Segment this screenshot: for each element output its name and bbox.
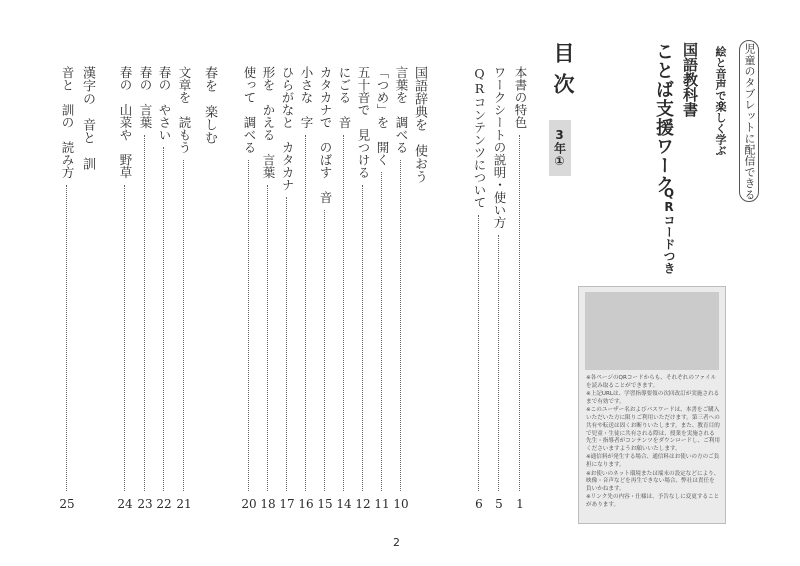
toc-page-number: 24 [117,497,133,511]
qr-notes [586,375,720,511]
toc-leader-dots [163,147,164,491]
toc-entry [373,66,391,511]
toc-leader-dots [324,210,325,491]
toc-leader-dots [286,197,287,491]
toc-page-number: 11 [374,497,390,511]
toc-entry-title: ひらがなと カタカナ [280,66,295,191]
toc-entry-title: 文章を 読もう [177,66,192,154]
tablet-delivery-tag: 児童のタブレットに配信できる [739,40,759,202]
toc-entry-title: 本書の特色 [513,66,528,129]
toc-page-number: 16 [298,497,314,511]
toc-entry [259,66,277,511]
toc-section [410,66,428,511]
toc-entry-title: 春の 山菜や 野草 [118,66,133,179]
toc-entry-title: 言葉を 調べる [394,66,409,154]
toc-entry [155,66,173,511]
toc-entry [511,66,529,511]
book-title-line2: ことば支援ワーク [653,42,674,194]
qr-code-image [585,292,719,370]
qr-note: ※お使いのネット環境または端末の設定などにより、映像・音声などを再生できない場合、弊社は責任を負いかねます。 [586,470,720,493]
page-number: 2 [393,536,400,549]
toc-entry-title: 使って 調べる [242,66,257,154]
toc-leader-dots [478,215,479,491]
toc-entry-title: 音と 訓の 読み方 [60,66,75,179]
toc-entry [335,66,353,511]
toc-entry-title: QRコンテンツについて [472,66,487,209]
toc-page-number: 1 [516,497,524,511]
toc-section [78,66,96,511]
qr-note: ※各ページのQRコードからも、それぞれのファイルを読み取ることができます。 [586,375,717,389]
toc-leader-dots [400,160,401,491]
qr-note: ※上記URLは、学習指導要領の次回改訂が実施されるまで有効です。 [586,391,720,405]
toc-entry-title: にごる 音 [337,66,352,129]
toc-leader-dots [183,160,184,491]
toc-entry-title: 国語辞典を 使おう [412,66,427,183]
book-title-line3: QRコードつき [662,186,676,274]
toc-entry [470,66,488,511]
toc-entry-title: 漢字の 音と 訓 [80,66,95,170]
toc-page-number: 12 [355,497,371,511]
toc-heading: 目次 [551,42,576,104]
toc-page-number: 20 [241,497,257,511]
qr-note: ※リンク先の内容・仕様は、予告なしに変更することがあります。 [586,494,720,509]
toc-entry [116,66,134,511]
toc-leader-dots [362,185,363,491]
book-title-line1: 国語教科書 [681,42,699,117]
toc-entry [297,66,315,511]
toc-page-number: 10 [393,497,409,511]
qr-info-box [578,286,726,524]
toc-entry-title: 「つめ」を 開く [375,66,390,166]
toc-leader-dots [124,185,125,491]
toc-page-number: 18 [260,497,276,511]
toc-page-number: 25 [59,497,75,511]
qr-note: ※このユーザー名およびパスワードは、本書をご購入いただいた方に限りご利用いただけます。第三者への共有や転送は固くお断りいたします。また、教育目的で児童・生徒に共有される際は、授業を実施される先生・指導者がコンテンツをダウンロードし、ご利用くださいますようお願いいたします。 [586,407,720,453]
toc-page-number: 23 [137,497,153,511]
toc-entry-title: 五十音で 見つける [356,66,371,179]
toc-entry-title: 春の やさい [157,66,172,141]
toc-leader-dots [267,185,268,491]
toc-leader-dots [519,135,520,491]
toc-entry [58,66,76,511]
toc-page-number: 17 [279,497,295,511]
toc-page-number: 22 [156,497,172,511]
toc-leader-dots [343,135,344,491]
toc-leader-dots [498,235,499,491]
toc-leader-dots [66,185,67,491]
toc-entry [354,66,372,511]
toc-entry-title: カタカナで のばす 音 [318,66,333,204]
toc-leader-dots [144,135,145,491]
toc-leader-dots [381,172,382,491]
toc-entry [490,66,508,511]
toc-entry-title: 形を かえる 言葉 [261,66,276,179]
grade-badge: 3年① [549,120,571,176]
toc-page-number: 5 [495,497,503,511]
toc-entry [136,66,154,511]
toc-section [200,66,218,511]
toc-page-number: 6 [475,497,483,511]
toc-entry-title: 春の 言葉 [138,66,153,129]
book-subtitle: 絵と音声で楽しく学ぶ [714,46,727,156]
qr-note: ※通信料が発生する場合、通信料はお使いの方のご負担になります。 [586,454,720,469]
toc-page-number: 14 [336,497,352,511]
toc-entry [175,66,193,511]
toc-page-number: 21 [176,497,192,511]
toc-page-number: 15 [317,497,333,511]
toc-entry-title: ワークシートの説明・使い方 [492,66,507,229]
toc-entry [240,66,258,511]
toc-entry-title: 春を 楽しむ [202,66,217,144]
toc-entry [278,66,296,511]
toc-entry [316,66,334,511]
toc-leader-dots [305,135,306,491]
toc-entry [392,66,410,511]
toc-leader-dots [248,160,249,491]
toc-entry-title: 小さな 字 [299,66,314,129]
